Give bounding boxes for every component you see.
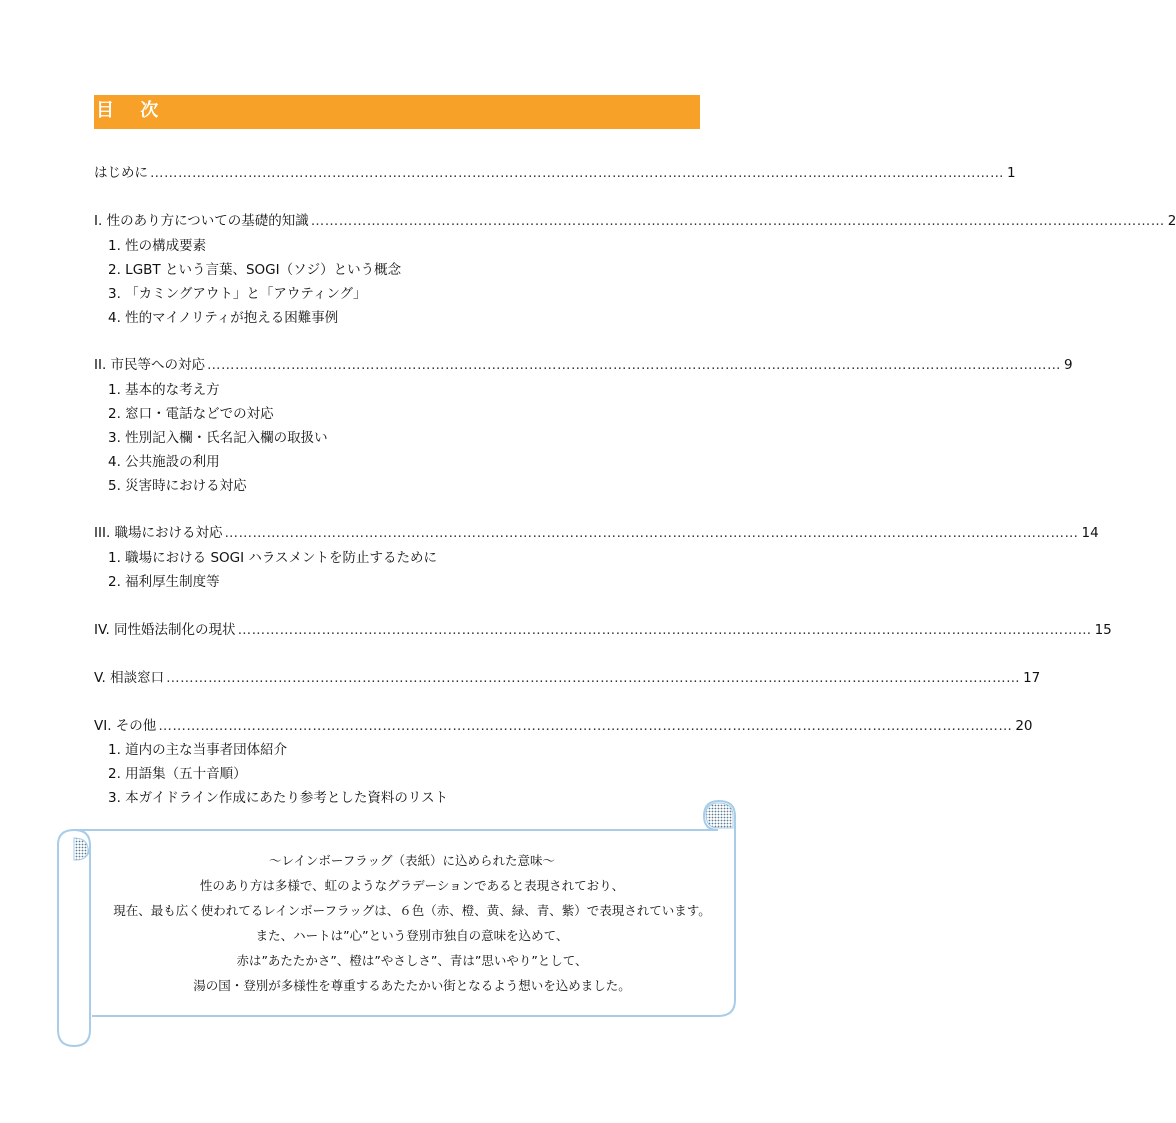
leader-dots: ………………………………………………………………………………………………………………………………………………………………… — [237, 622, 1092, 638]
toc-subitem[interactable]: 1. 基本的な考え方 — [108, 382, 220, 398]
toc-subitem[interactable]: 2. 用語集（五十音順） — [108, 766, 247, 782]
banner-line: ～レインボーフラッグ（表紙）に込められた意味～ — [268, 853, 555, 868]
toc-subitem[interactable]: 1. 性の構成要素 — [108, 238, 207, 254]
toc-entry-label: III. 職場における対応 — [94, 525, 223, 541]
toc-entry-section-1[interactable] — [94, 211, 1176, 231]
toc-entry-section-3[interactable] — [94, 523, 1099, 543]
toc-subitem[interactable]: 3. 本ガイドライン作成にあたり参考とした資料のリスト — [108, 790, 449, 806]
banner-line: 性のあり方は多様で、虹のようなグラデーションであると表現されており、 — [199, 878, 625, 893]
banner-line: 赤は”あたたかさ”、橙は”やさしさ”、青は”思いやり”として、 — [236, 953, 588, 968]
leader-dots: ………………………………………………………………………………………………………………………………………………………………… — [150, 165, 1004, 181]
toc-subitem[interactable]: 3. 「カミングアウト」と「アウティング」 — [108, 286, 367, 302]
toc-page-number: 9 — [1064, 357, 1073, 373]
toc-page-number: 1 — [1007, 165, 1016, 181]
toc-entry-section-5[interactable] — [94, 668, 1041, 688]
scroll-curl-top-left — [74, 838, 88, 860]
banner-line: また、ハートは”心”という登別市独自の意味を込めて、 — [255, 928, 569, 943]
toc-entry-intro[interactable] — [94, 163, 1016, 183]
toc-entry-label: I. 性のあり方についての基礎的知識 — [94, 213, 309, 229]
toc-subitem[interactable]: 1. 職場における SOGI ハラスメントを防止するために — [108, 550, 437, 566]
toc-subitem[interactable]: 2. 福利厚生制度等 — [108, 574, 220, 590]
page-title: 目 次 — [96, 100, 169, 121]
toc-subitem[interactable]: 4. 性的マイノリティが抱える困難事例 — [108, 310, 339, 326]
toc-subitem[interactable]: 2. 窓口・電話などでの対応 — [108, 406, 274, 422]
toc-entry-section-2[interactable] — [94, 355, 1073, 375]
toc-entry-section-4[interactable] — [94, 620, 1112, 640]
toc-subitem[interactable]: 3. 性別記入欄・氏名記入欄の取扱い — [108, 430, 328, 446]
toc-entry-label: IV. 同性婚法制化の現状 — [94, 622, 236, 638]
toc-page-number: 14 — [1081, 525, 1099, 541]
banner-line: 現在、最も広く使われてるレインボーフラッグは、６色（赤、橙、黄、緑、青、紫）で表現されています。 — [113, 903, 711, 918]
scroll-curl-top-right — [706, 803, 733, 828]
leader-dots: ………………………………………………………………………………………………………………………………………………………………… — [166, 670, 1021, 686]
title-bar — [94, 95, 700, 129]
toc-entry-label: V. 相談窓口 — [94, 670, 165, 686]
banner-line: 湯の国・登別が多様性を尊重するあたたかい街となるよう想いを込めました。 — [193, 978, 631, 993]
leader-dots: ………………………………………………………………………………………………………………………………………………………………… — [310, 213, 1165, 229]
leader-dots: ………………………………………………………………………………………………………………………………………………………………… — [207, 357, 1062, 373]
toc-subitem[interactable]: 1. 道内の主な当事者団体紹介 — [108, 742, 288, 758]
toc-entry-label: VI. その他 — [94, 718, 157, 734]
toc-entry-label: はじめに — [94, 165, 148, 181]
leader-dots: ………………………………………………………………………………………………………………………………………………………………… — [224, 525, 1079, 541]
toc-entry-label: II. 市民等への対応 — [94, 357, 206, 373]
toc-subitem[interactable]: 2. LGBT という言葉、SOGI（ソジ）という概念 — [108, 262, 402, 278]
toc-subitem[interactable]: 4. 公共施設の利用 — [108, 454, 220, 470]
toc-subitem[interactable]: 5. 災害時における対応 — [108, 478, 247, 494]
toc-page-number: 20 — [1015, 718, 1033, 734]
leader-dots: ………………………………………………………………………………………………………………………………………………………………… — [158, 718, 1013, 734]
banner-text — [92, 848, 732, 998]
toc-page-number: 2 — [1167, 213, 1176, 229]
toc-entry-section-6[interactable] — [94, 716, 1033, 736]
toc-page-number: 17 — [1023, 670, 1041, 686]
toc-page-number: 15 — [1094, 622, 1112, 638]
